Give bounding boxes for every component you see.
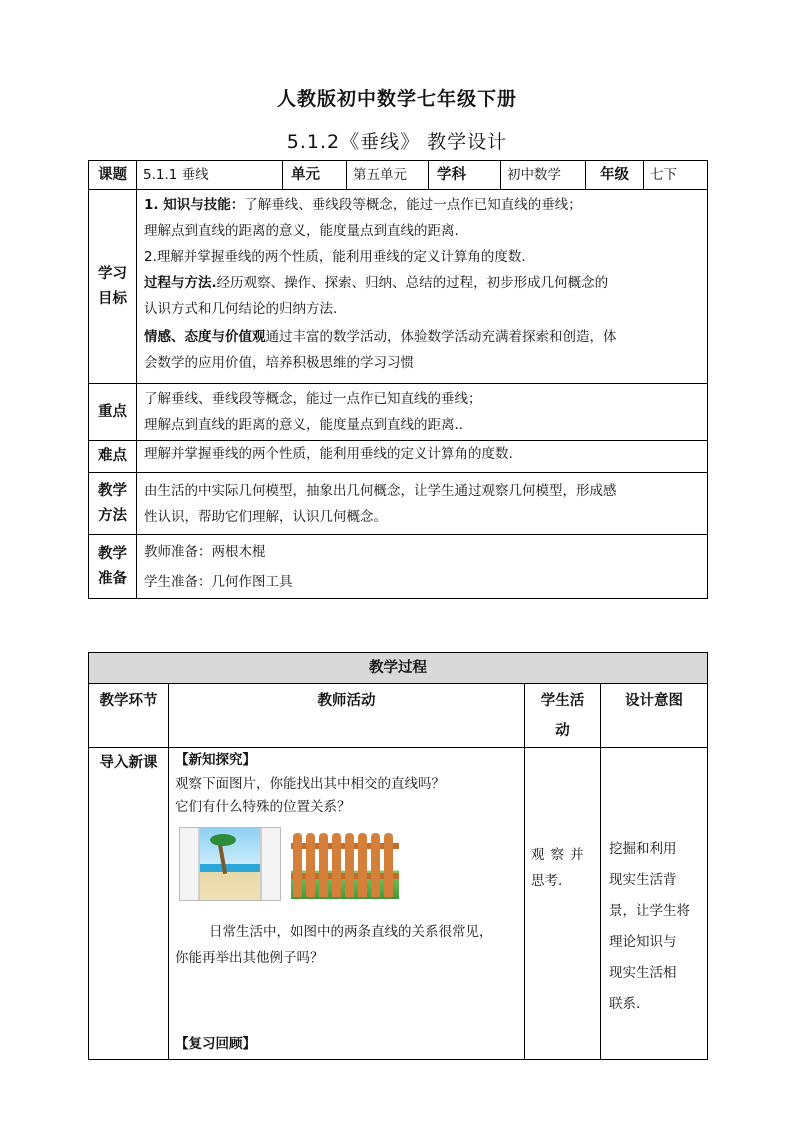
preparation-row (89, 535, 708, 599)
goals-content (137, 190, 708, 384)
preparation-line: 教师准备：两根木棍 (144, 543, 266, 560)
intent-line: 挖掘和利用 (609, 841, 677, 857)
teaching-process-table (88, 652, 708, 1060)
col-student-header-line-1: 学生活 (540, 693, 585, 709)
goals-text: 通过丰富的数学活动，体验数学活动充满着探索和创造，体 (265, 329, 617, 345)
student-activity-cell (525, 748, 601, 1060)
col-student-header (525, 684, 601, 748)
col-intent-header: 设计意图 (601, 684, 708, 748)
goals-line: 2.理解并掌握垂线的两个性质，能利用垂线的定义计算角的度数. (144, 249, 526, 265)
section-heading: 【复习回顾】 (175, 1036, 256, 1052)
goals-line (144, 270, 707, 296)
preparation-label (89, 535, 137, 599)
goals-label-line-2: 目标 (98, 290, 127, 307)
lesson-info-table (88, 160, 708, 599)
goals-heading: 1. 知识与技能： (144, 197, 245, 213)
col-student-header-line-2: 动 (555, 723, 570, 739)
goals-label-line-1: 学习 (98, 265, 127, 282)
process-title-row (89, 653, 708, 684)
document-title: 人教版初中数学七年级下册 (276, 88, 517, 110)
label-grade: 年级 (586, 161, 644, 190)
intent-line: 联系. (609, 996, 641, 1012)
beach-window-image (179, 827, 281, 901)
value-subject: 初中数学 (501, 161, 586, 190)
key-points-label: 重点 (89, 384, 137, 441)
process-columns-row (89, 684, 708, 748)
label-subject: 学科 (429, 161, 501, 190)
question-line: 你能再举出其他例子吗？ (175, 950, 324, 966)
goals-heading: 过程与方法. (144, 275, 217, 291)
method-content (137, 473, 708, 535)
key-points-row (89, 384, 708, 441)
document-subtitle: 5.1.2《垂线》 教学设计 (286, 131, 508, 153)
difficulty-content: 理解并掌握垂线的两个性质，能利用垂线的定义计算角的度数. (137, 441, 708, 473)
goals-line (144, 192, 707, 218)
preparation-label-line-2: 准备 (98, 570, 127, 587)
preparation-label-line-1: 教学 (98, 545, 127, 562)
student-activity-line: 思考. (531, 873, 563, 889)
goals-line: 理解点到直线的距离的意义，能度量点到直线的距离. (144, 223, 459, 239)
method-row (89, 473, 708, 535)
section-heading: 【新知探究】 (175, 752, 256, 768)
intent-line: 现实生活相 (609, 965, 677, 981)
intent-line: 现实生活背 (609, 872, 677, 888)
info-header-row (89, 161, 708, 190)
goals-text: 经历观察、操作、探索、归纳、总结的过程，初步形成几何概念的 (216, 275, 609, 291)
question-line: 它们有什么特殊的位置关系？ (175, 799, 351, 815)
question-line: 日常生活中，如图中的两条直线的关系很常见， (209, 924, 493, 940)
label-unit: 单元 (283, 161, 347, 190)
process-row-intro (89, 748, 708, 1060)
value-grade: 七下 (644, 161, 708, 190)
difficulty-row (89, 441, 708, 473)
process-title: 教学过程 (89, 653, 708, 684)
stage-cell: 导入新课 (89, 748, 169, 1060)
method-line: 性认识，帮助它们理解，认识几何概念。 (144, 508, 387, 525)
value-unit: 第五单元 (347, 161, 429, 190)
value-topic: 5.1.1 垂线 (137, 161, 283, 190)
preparation-line: 学生准备：几何作图工具 (144, 573, 293, 590)
method-line: 由生活的中实际几何模型，抽象出几何概念，让学生通过观察几何模型，形成感 (144, 482, 617, 499)
design-intent-cell (601, 748, 708, 1060)
goals-text: 了解垂线、垂线段等概念，能过一点作已知直线的垂线； (244, 197, 582, 213)
col-teacher-header: 教师活动 (169, 684, 525, 748)
key-points-line: 了解垂线、垂线段等概念，能过一点作已知直线的垂线； (144, 391, 482, 407)
method-label-line-2: 方法 (98, 507, 127, 524)
student-activity-line: 观察并 (531, 847, 590, 863)
goals-line (144, 324, 707, 350)
method-label (89, 473, 137, 535)
method-label-line-1: 教学 (98, 482, 127, 499)
goals-label (89, 190, 137, 384)
intent-line: 景，让学生将 (609, 903, 690, 919)
example-pictures (179, 827, 524, 901)
key-points-content (137, 384, 708, 441)
goals-line: 认识方式和几何结论的归纳方法. (144, 301, 338, 317)
col-stage-header: 教学环节 (89, 684, 169, 748)
label-topic: 课题 (89, 161, 137, 190)
key-points-line: 理解点到直线的距离的意义，能度量点到直线的距离.. (144, 417, 464, 433)
goals-line: 会数学的应用价值，培养积极思维的学习习惯 (144, 355, 414, 371)
wooden-fence-image (291, 827, 399, 899)
goals-row (89, 190, 708, 384)
difficulty-label: 难点 (89, 441, 137, 473)
goals-heading: 情感、态度与价值观 (144, 329, 266, 345)
preparation-content (137, 535, 708, 599)
question-line: 观察下面图片，你能找出其中相交的直线吗？ (175, 776, 445, 792)
teacher-activity-cell (169, 748, 525, 1060)
intent-line: 理论知识与 (609, 934, 677, 950)
